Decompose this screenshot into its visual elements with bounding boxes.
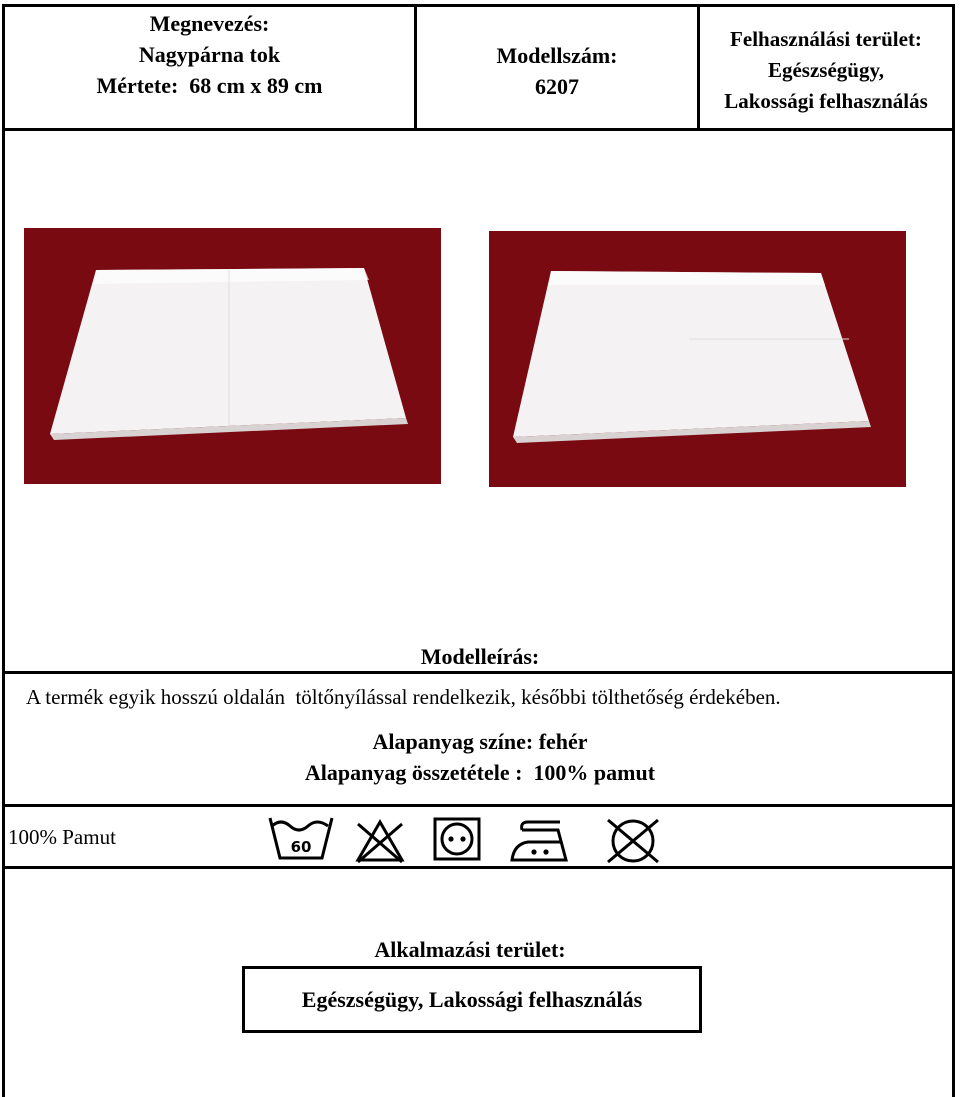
model-number-label: Modellszám: bbox=[496, 43, 618, 68]
header-divider bbox=[2, 128, 955, 131]
usage-area-label: Felhasználási terület: bbox=[730, 27, 922, 51]
product-name-value: Nagypárna tok bbox=[138, 42, 281, 67]
application-title: Alkalmazási terület: bbox=[374, 937, 566, 962]
description-divider bbox=[2, 671, 955, 674]
product-name-label: Megnevezés: bbox=[149, 11, 270, 36]
material-composition: Alapanyag összetétele : 100% pamut bbox=[304, 760, 656, 785]
description-text: A termék egyik hosszú oldalán töltőnyílással rendelkezik, későbbi tölthetőség érdekében. bbox=[26, 685, 781, 709]
model-number-value: 6207 bbox=[535, 74, 579, 99]
usage-area-line1: Egészségügy, bbox=[767, 58, 885, 82]
description-title: Modelleírás: bbox=[420, 644, 540, 669]
wash-60-icon bbox=[268, 814, 334, 862]
usage-area-line2: Lakossági felhasználás bbox=[724, 89, 928, 113]
application-box bbox=[242, 966, 702, 1033]
care-material: 100% Pamut bbox=[8, 825, 116, 849]
product-photo-right bbox=[489, 231, 906, 487]
no-dry-clean-icon bbox=[604, 816, 662, 866]
product-size: Mértete: 68 cm x 89 cm bbox=[96, 73, 323, 98]
tumble-dry-icon bbox=[432, 816, 482, 862]
document-frame bbox=[2, 4, 955, 1097]
usage-area-cell bbox=[700, 24, 952, 117]
product-name-cell bbox=[5, 8, 414, 101]
wash-temperature: 60 bbox=[290, 838, 312, 856]
application-value: Egészségügy, Lakossági felhasználás bbox=[301, 987, 643, 1012]
care-row-bottom bbox=[2, 866, 955, 869]
iron-medium-icon bbox=[508, 818, 572, 864]
care-row-top bbox=[2, 804, 955, 807]
model-number-cell bbox=[417, 40, 697, 102]
product-photo-left bbox=[24, 228, 441, 484]
material-color: Alapanyag színe: fehér bbox=[372, 729, 588, 754]
no-bleach-icon bbox=[354, 818, 406, 864]
